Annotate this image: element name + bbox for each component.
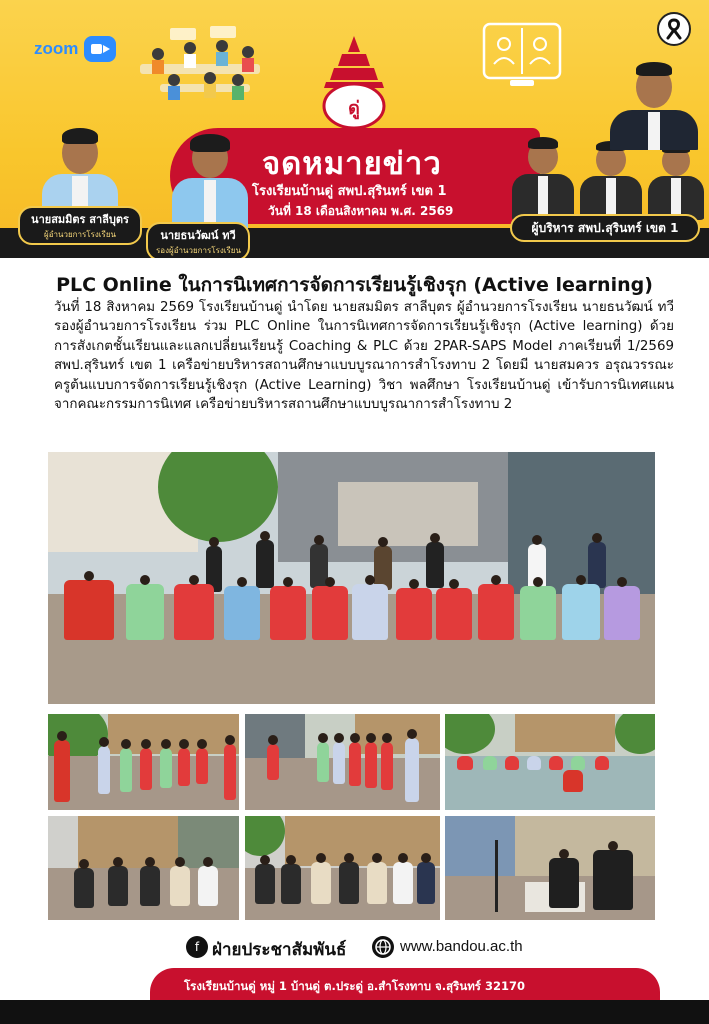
photo-student: [352, 584, 388, 640]
school-name-line: โรงเรียนบ้านดู่ สพป.สุรินทร์ เขต 1: [252, 184, 447, 199]
contact-row: [0, 934, 709, 960]
photo-student: [174, 584, 214, 640]
photo-wall: [285, 816, 440, 866]
zoom-logo: [34, 36, 116, 62]
photo-student: [478, 584, 514, 640]
director-name: นายสมมิตร สาลีบุตร: [31, 213, 129, 226]
admin-portrait-3: [646, 142, 706, 220]
photo-student: [549, 756, 563, 770]
facebook-icon[interactable]: f: [186, 936, 208, 958]
photo-student: [160, 748, 172, 788]
photo-student: [64, 580, 114, 640]
deputy-role: รองผู้อำนวยการโรงเรียน: [156, 246, 241, 255]
photo-tree: [245, 816, 285, 856]
photo-student: [604, 586, 640, 640]
admin-label: ผู้บริหาร สพป.สุรินทร์ เขต 1: [510, 214, 700, 242]
mourning-ribbon-icon: [657, 12, 691, 46]
photo-student: [483, 756, 497, 770]
globe-icon: [372, 936, 394, 958]
admin-portrait-2: [578, 140, 644, 220]
photo-student: [178, 748, 190, 786]
article-title: PLC Online ในการนิเทศการจัดการเรียนรู้เชิงรุก (Active learning): [56, 274, 653, 296]
photo-observer: [393, 862, 413, 904]
photo-wall: [515, 816, 655, 876]
photo-observer: [170, 866, 190, 906]
photo-wall: [78, 816, 178, 870]
school-address: โรงเรียนบ้านดู่ หมู่ 1 บ้านดู่ ต.ประดู่ อ.สำโรงทาบ จ.สุรินทร์ 32170: [184, 979, 525, 993]
admin-portrait-1: [510, 136, 576, 220]
deputy-name: นายธนวัฒน์ ทวี: [160, 229, 236, 242]
photo-wall: [445, 816, 515, 876]
photo-wall: [515, 714, 615, 752]
group-photo: [48, 452, 655, 704]
photo-student: [196, 748, 208, 784]
photo-student: [365, 742, 377, 788]
photo-observer: [367, 862, 387, 904]
photo-observer: [281, 864, 301, 904]
photo-student: [270, 586, 306, 640]
photo-student: [98, 746, 110, 794]
photo-student: [563, 770, 583, 792]
photo-student: [595, 756, 609, 770]
photo-observer: [108, 866, 128, 906]
photo-student: [381, 742, 393, 790]
observer-photo-1: [48, 816, 239, 920]
director-role: ผู้อำนวยการโรงเรียน: [44, 230, 116, 239]
photo-student: [317, 742, 329, 782]
photo-student: [562, 584, 600, 640]
classroom-illustration: [130, 24, 270, 120]
photo-person: [588, 542, 606, 588]
photo-student: [224, 586, 260, 640]
photo-student: [505, 756, 519, 770]
photo-student: [396, 588, 432, 640]
video-call-icon: [482, 18, 562, 90]
photo-student: [120, 748, 132, 792]
phone-tripod: [495, 840, 498, 912]
photo-tree: [445, 714, 495, 754]
photo-tree: [615, 714, 655, 754]
website-link[interactable]: www.bandou.ac.th: [400, 938, 523, 955]
activity-photo-1: [48, 714, 239, 810]
activity-photo-3: [445, 714, 655, 810]
photo-student: [267, 744, 279, 780]
deputy-name-tag: [146, 222, 250, 258]
photo-student: [312, 586, 348, 640]
observer-photo-2: [245, 816, 440, 920]
admin-portrait-main: [606, 60, 702, 150]
photo-student: [457, 756, 473, 770]
photo-observer: [311, 862, 331, 904]
online-session-photo: [445, 816, 655, 920]
article-body: วันที่ 18 สิงหาคม 2569 โรงเรียนบ้านดู่ นำโดย นายสมมิตร สาลีบุตร ผู้อำนวยการโรงเรียน นายธนวัฒน์ ทวี รองผู้อำนวยการโรงเรียน ร่วม PLC Online ในการนิเทศการจัดการเรียนรู้เชิงรุก (Active learning) ด้วยการสังเกตชั้นเรียนและแลกเปลี่ยนเรียนรู้ Coaching & PLC ด้วย 2PAR-SAPS Model ภาคเรียนที่ 1/2569 สพป.สุรินทร์ เขต 1 เครือข่ายบริหารสถานศึกษาแบบบูรณาการสำโรงทาบ 2 โดยมี นายสมควร อรุณวรรณะ ครูต้นแบบการจัดการเรียนรู้เชิงรุก (Active Learning) วิชา พลศึกษา โรงเรียนบ้านดู่ เข้ารับการนิเทศแผนจากคณะกรรมการนิเทศ เครือข่ายบริหารสถานศึกษาแบบบูรณาการสำโรงทาบ 2: [54, 300, 674, 413]
photo-observer: [255, 864, 275, 904]
photo-observer: [74, 868, 94, 908]
photo-student: [224, 744, 236, 800]
deputy-director-portrait: [168, 134, 252, 232]
photo-student: [54, 740, 70, 802]
photo-teacher: [593, 850, 633, 910]
photo-student: [436, 588, 472, 640]
photo-student: [333, 742, 345, 784]
photo-observer: [417, 862, 435, 904]
photo-student: [126, 584, 164, 640]
issue-date: วันที่ 18 เดือนสิงหาคม พ.ศ. 2569: [268, 204, 454, 218]
photo-student: [349, 742, 361, 786]
svg-text:ดู่: ดู่: [348, 98, 360, 119]
photo-student: [140, 748, 152, 790]
photo-observer: [339, 862, 359, 904]
photo-backdrop: [338, 482, 478, 546]
photo-student: [527, 756, 541, 770]
photo-teacher: [549, 858, 579, 908]
photo-person: [426, 542, 444, 588]
footer-dark-band: [0, 1000, 709, 1024]
photo-person: [256, 540, 274, 588]
pr-department-label: ฝ่ายประชาสัมพันธ์: [212, 940, 347, 960]
zoom-camera-icon: [84, 36, 116, 62]
school-crest-logo: [312, 34, 396, 130]
photo-observer: [198, 866, 218, 906]
newsletter-title: จดหมายข่าว: [262, 146, 442, 182]
photo-observer: [140, 866, 160, 906]
zoom-label: zoom: [34, 39, 79, 58]
photo-student: [405, 738, 419, 802]
photo-student: [571, 756, 585, 770]
photo-student: [520, 586, 556, 640]
newsletter-header: [0, 0, 709, 258]
activity-photo-2: [245, 714, 440, 810]
director-name-tag: [18, 206, 142, 245]
